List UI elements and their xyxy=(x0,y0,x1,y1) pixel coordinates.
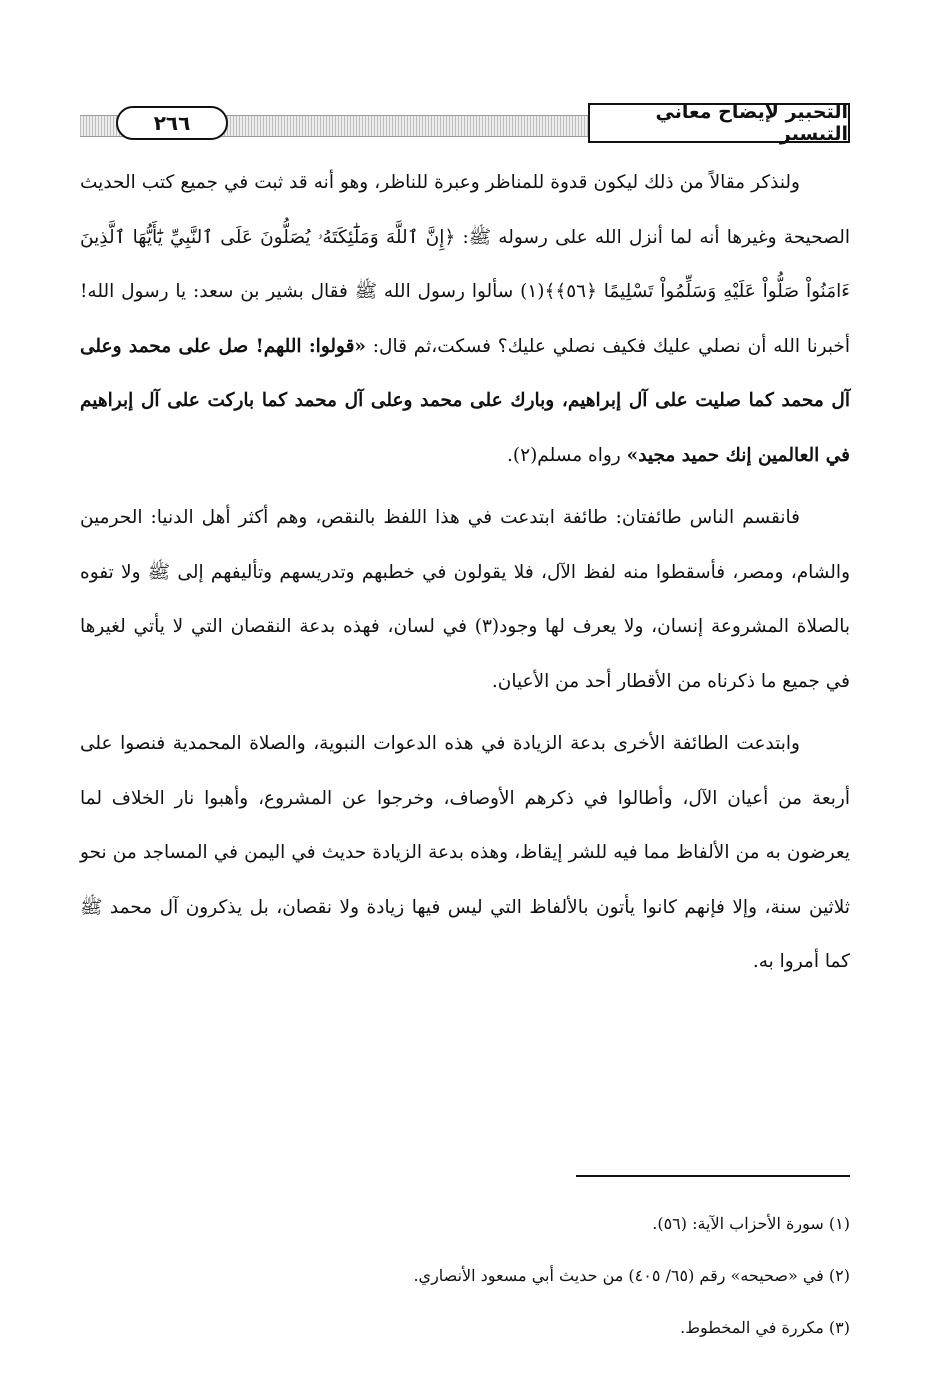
footnotes xyxy=(80,1198,850,1354)
hadith-quote: «قولوا: اللهم! صل على محمد وعلى آل محمد كما صليت على آل إبراهيم، وبارك على محمد وعلى آل محمد كما باركت على آل إبراهيم في العالمين إنك حميد مجيد» xyxy=(80,335,850,466)
page-header xyxy=(80,100,850,150)
page-number: ٢٦٦ xyxy=(116,106,228,140)
paragraph-3: وابتدعت الطائفة الأخرى بدعة الزيادة في هذه الدعوات النبوية، والصلاة المحمدية فنصوا على أربعة من أعيان الآل، وأطالوا في ذكرهم الأوصاف، وخرجوا عن المشروع، وأهبوا نار الخلاف لما يعرضون به من الألفاظ مما فيه للشر إيقاظ، وهذه بدعة الزيادة حديث في اليمن في المساجد من نحو ثلاثين سنة، وإلا فإنهم كانوا يأتون بالألفاظ التي ليس فيها زيادة ولا نقصان، بل يذكرون آل محمد ﷺ كما أمروا به. xyxy=(80,733,850,972)
paragraph-1-text: ولنذكر مقالاً من ذلك ليكون قدوة للمناظر وعبرة للناظر، وهو أنه قد ثبت في جميع كتب الحديث الصحيحة وغيرها أنه لما أنزل الله على رسوله ﷺ: ﴿إِنَّ ٱللَّهَ وَمَلَٰٓئِكَتَهُۥ يُصَلُّونَ عَلَى ٱلنَّبِيِّ يَٰٓأَيُّهَا ٱلَّذِينَ ءَامَنُواْ صَلُّواْ عَلَيْهِ وَسَلِّمُواْ تَسْلِيمًا ﴿٥٦﴾﴾(١) سألوا رسول الله ﷺ فقال بشير بن سعد: يا رسول الله! أخبرنا الله أن نصلي عليك فكيف نصلي عليك؟ فسكت،ثم قال: xyxy=(80,172,850,357)
book-title: التحبير لإيضاح معاني التيسير xyxy=(588,103,850,143)
paragraph-2: فانقسم الناس طائفتان: طائفة ابتدعت في هذا اللفظ بالنقص، وهم أكثر أهل الدنيا: الحرمين والشام، ومصر، فأسقطوا منه لفظ الآل، فلا يقولون في خطبهم وتدريسهم وتأليفهم إلى ﷺ ولا تفوه بالصلاة المشروعة إنسان، ولا يعرف لها وجود(٣) في لسان، فهذه بدعة النقصان التي لا يأتي لغيرها في جميع ما ذكرناه من الأقطار أحد من الأعيان. xyxy=(80,507,850,692)
footnote-separator xyxy=(576,1175,850,1177)
paragraph-1-citation: رواه مسلم(٢). xyxy=(507,444,627,466)
footnote-3: (٣) مكررة في المخطوط. xyxy=(680,1318,850,1337)
paragraph-1 xyxy=(80,156,850,483)
footnote-2: (٢) في «صحيحه» رقم (٦٥/ ٤٠٥) من حديث أبي مسعود الأنصاري. xyxy=(413,1266,850,1285)
page-body xyxy=(80,156,850,990)
footnote-1: (١) سورة الأحزاب الآية: (٥٦). xyxy=(652,1214,850,1233)
